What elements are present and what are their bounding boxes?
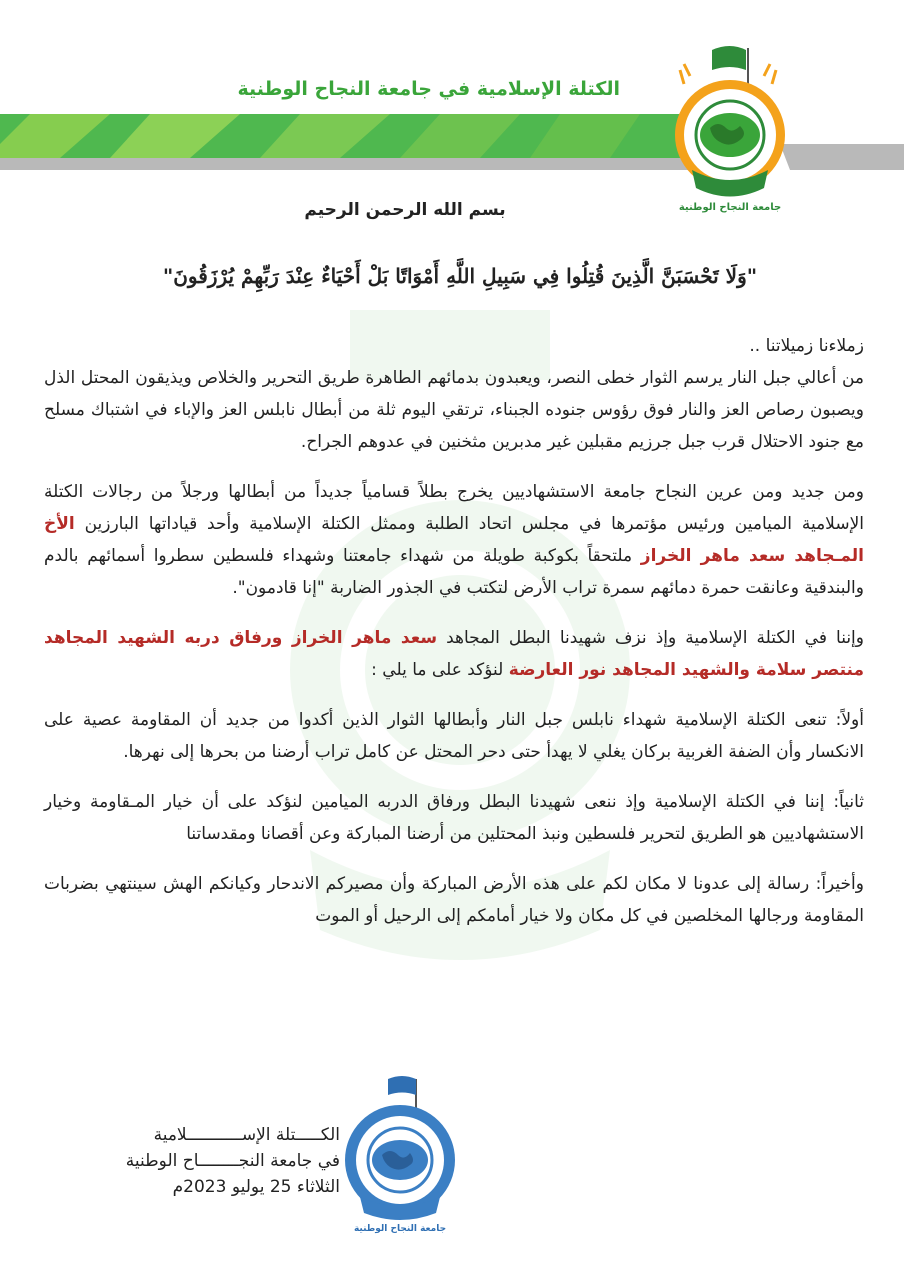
martyrs-names-highlight: سعد ماهر الخراز ورفاق دربه الشهيد المجاهد منتصر سلامة والشهيد المجاهد نور العارضة bbox=[44, 628, 864, 680]
point-first: أولاً: تنعى الكتلة الإسلامية شهداء نابلس جبل النار وأبطالها الثوار الذين أكدوا من جديد أن المقاومة عصية على الانكسار وأن الضفة الغربية بركان يغلي لا يهدأ حتى دحر المحتل عن كامل تراب أرضنا من بحرها إلى نهرها. bbox=[44, 710, 864, 762]
paragraph-3-text-b: لنؤكد على ما يلي : bbox=[371, 660, 504, 680]
statement-body bbox=[44, 330, 864, 950]
martyr-name-highlight: الأخ المـجاهد سعد ماهر الخراز bbox=[44, 514, 864, 566]
signature-block bbox=[60, 1122, 340, 1200]
basmala: بسم الله الرحمن الرحيم bbox=[304, 200, 506, 220]
paragraph-3 bbox=[44, 622, 864, 686]
greeting: زملاءنا زميلاتنا .. bbox=[749, 336, 864, 356]
header-title: الكتلة الإسلامية في جامعة النجاح الوطنية bbox=[237, 78, 620, 100]
signature-date: الثلاثاء 25 يوليو 2023م bbox=[172, 1177, 340, 1197]
point-second: ثانياً: إننا في الكتلة الإسلامية وإذ ننعى شهيدنا البطل ورفاق الدربه الميامين لنؤكد على أن خيار المـقاومة وخيار الاستشهاديين هو الطريق لتحرير فلسطين ونبذ المحتلين من أرضنا المباركة وعن أقصانا ومقدساتنا bbox=[44, 792, 864, 844]
signature-logo-caption: جامعة النجاح الوطنية bbox=[353, 1224, 447, 1234]
point-last: وأخيراً: رسالة إلى عدونا لا مكان لكم على هذه الأرض المباركة وأن مصيركم الاندحار وكيانكم الهش سينتهي بضربات المقاومة ورجالها المخلصين في كل مكان ولا خيار أمامكم إلى الرحيل أو الموت bbox=[44, 874, 864, 926]
paragraph-2-text-a: ومن جديد ومن عرين النجاح جامعة الاستشهاديين يخرج بطلاً قسامياً جديداً من أبطالها ورجلاً من رجالات الكتلة الإسلامية الميامين ورئيس مؤتمرها في مجلس اتحاد الطلبة وممثل الكتلة الإسلامية وأحد قياداتها البارزين bbox=[44, 482, 864, 534]
paragraph-3-text-a: وإننا في الكتلة الإسلامية وإذ نزف شهيدنا البطل المجاهد bbox=[446, 628, 864, 648]
signature-line-2: في جامعة النجــــــــاح الوطنية bbox=[125, 1151, 340, 1171]
paragraph-1: من أعالي جبل النار يرسم الثوار خطى النصر، ويعبدون بدمائهم الطاهرة طريق التحرير والخلاص ويذيقون المحتل الذل ويصبون رصاص العز والنار فوق رؤوس جنوده الجبناء، ترتقي اليوم ثلة من أبطال نابلس العز والإباء في اشتباك مسلح مع جنود الاحتلال قرب جبل جرزيم مقبلين غير مدبرين مثخنين في عدوهم الجراح. bbox=[44, 368, 864, 452]
signature-line-1: الكـــــتلة الإســـــــــــلامية bbox=[153, 1125, 340, 1145]
quran-verse: "وَلَا تَحْسَبَنَّ الَّذِينَ قُتِلُوا فِي سَبِيلِ اللَّهِ أَمْوَاتًا بَلْ أَحْيَاءٌ عِنْدَ رَبِّهِمْ يُرْزَقُونَ" bbox=[162, 264, 758, 288]
paragraph-2 bbox=[44, 476, 864, 604]
paragraph-2-text-b: ملتحقاً بكوكبة طويلة من شهداء جامعتنا وشهداء فلسطين سطروا أسمائهم بالدم والبندقية وعانقت حمرة دمائهم سمرة تراب الأرض لتكتب في الجذور الضاربة "إنا قادمون". bbox=[44, 546, 864, 598]
signature-logo bbox=[330, 1075, 470, 1235]
organization-logo bbox=[670, 40, 790, 215]
logo-caption: جامعة النجاح الوطنية bbox=[678, 202, 782, 213]
